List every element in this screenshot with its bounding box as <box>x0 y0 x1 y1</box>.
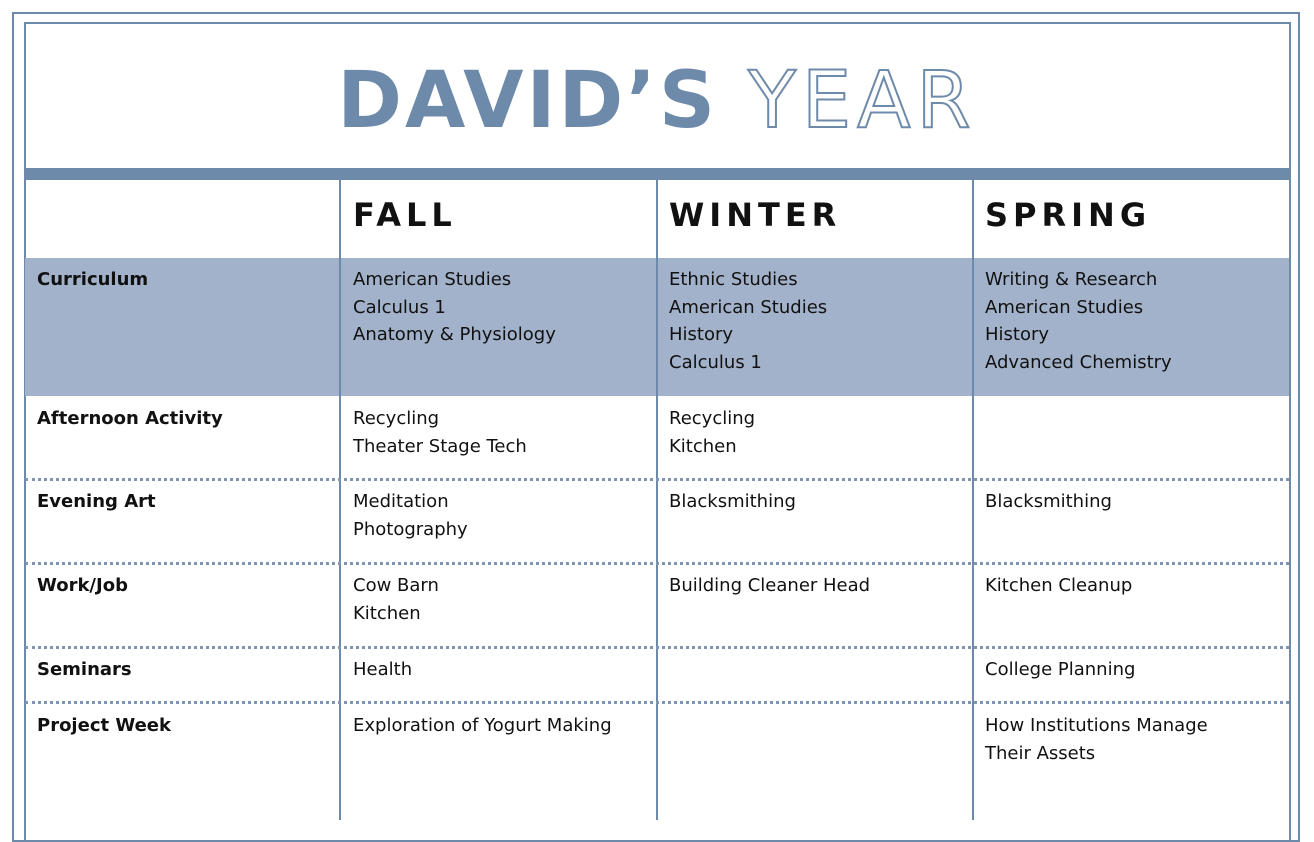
title-word: YEAR <box>748 56 977 146</box>
cell-item: Building Cleaner Head <box>669 575 871 596</box>
page-title <box>0 56 1314 146</box>
column-divider <box>339 180 341 820</box>
cell-item: Ethnic Studies <box>669 269 798 290</box>
cell-item: Advanced Chemistry <box>985 351 1172 373</box>
cell-spring <box>985 656 1135 684</box>
row-label: Afternoon Activity <box>37 408 223 429</box>
cell-item: American Studies <box>985 296 1144 318</box>
row-label: Curriculum <box>37 269 149 290</box>
cell-item: Anatomy & Physiology <box>353 324 556 345</box>
cell-item: Calculus 1 <box>353 296 446 318</box>
cell-fall <box>353 656 412 684</box>
column-divider <box>972 180 974 820</box>
row-divider <box>25 646 1289 649</box>
column-header-spring: SPRING <box>985 196 1152 234</box>
cell-winter <box>669 266 827 376</box>
cell-item: Writing & Research <box>985 269 1158 290</box>
cell-item: Photography <box>353 518 468 540</box>
cell-item: Kitchen Cleanup <box>985 575 1133 596</box>
cell-item: Kitchen <box>669 435 737 457</box>
cell-fall <box>353 712 612 740</box>
cell-item: Kitchen <box>353 602 421 624</box>
cell-item: Cow Barn <box>353 575 439 596</box>
cell-fall <box>353 405 527 460</box>
cell-spring <box>985 488 1112 516</box>
cell-item: Recycling <box>669 408 756 429</box>
cell-item: Recycling <box>353 408 440 429</box>
column-header-winter: WINTER <box>669 196 842 234</box>
cell-item: Meditation <box>353 491 449 512</box>
cell-spring <box>985 266 1172 376</box>
row-divider <box>25 478 1289 481</box>
cell-fall <box>353 488 468 543</box>
cell-item: Exploration of Yogurt Making <box>353 715 612 736</box>
row-label: Seminars <box>37 659 132 680</box>
cell-item: Calculus 1 <box>669 351 762 373</box>
cell-item: American Studies <box>669 296 828 318</box>
cell-fall <box>353 572 439 627</box>
cell-item: American Studies <box>353 269 512 290</box>
column-header-fall: FALL <box>353 196 457 234</box>
row-label: Evening Art <box>37 491 156 512</box>
row-label: Project Week <box>37 715 171 736</box>
row-divider <box>25 701 1289 704</box>
cell-item: Blacksmithing <box>669 491 796 512</box>
cell-item: Health <box>353 659 413 680</box>
row-divider <box>25 562 1289 565</box>
cell-item: History <box>669 324 734 345</box>
cell-winter <box>669 572 870 600</box>
cell-item: Their Assets <box>985 742 1096 764</box>
cell-item: College Planning <box>985 659 1136 680</box>
title-name: DAVID’S <box>337 56 719 146</box>
cell-winter <box>669 405 755 460</box>
cell-spring <box>985 712 1208 767</box>
cell-winter <box>669 488 796 516</box>
cell-item: History <box>985 324 1050 345</box>
header-band <box>24 168 1290 180</box>
column-divider <box>656 180 658 820</box>
cell-spring <box>985 572 1132 600</box>
cell-item: Theater Stage Tech <box>353 435 527 457</box>
cell-item: Blacksmithing <box>985 491 1112 512</box>
cell-fall <box>353 266 556 349</box>
cell-item: How Institutions Manage <box>985 715 1208 736</box>
row-label: Work/Job <box>37 575 128 596</box>
